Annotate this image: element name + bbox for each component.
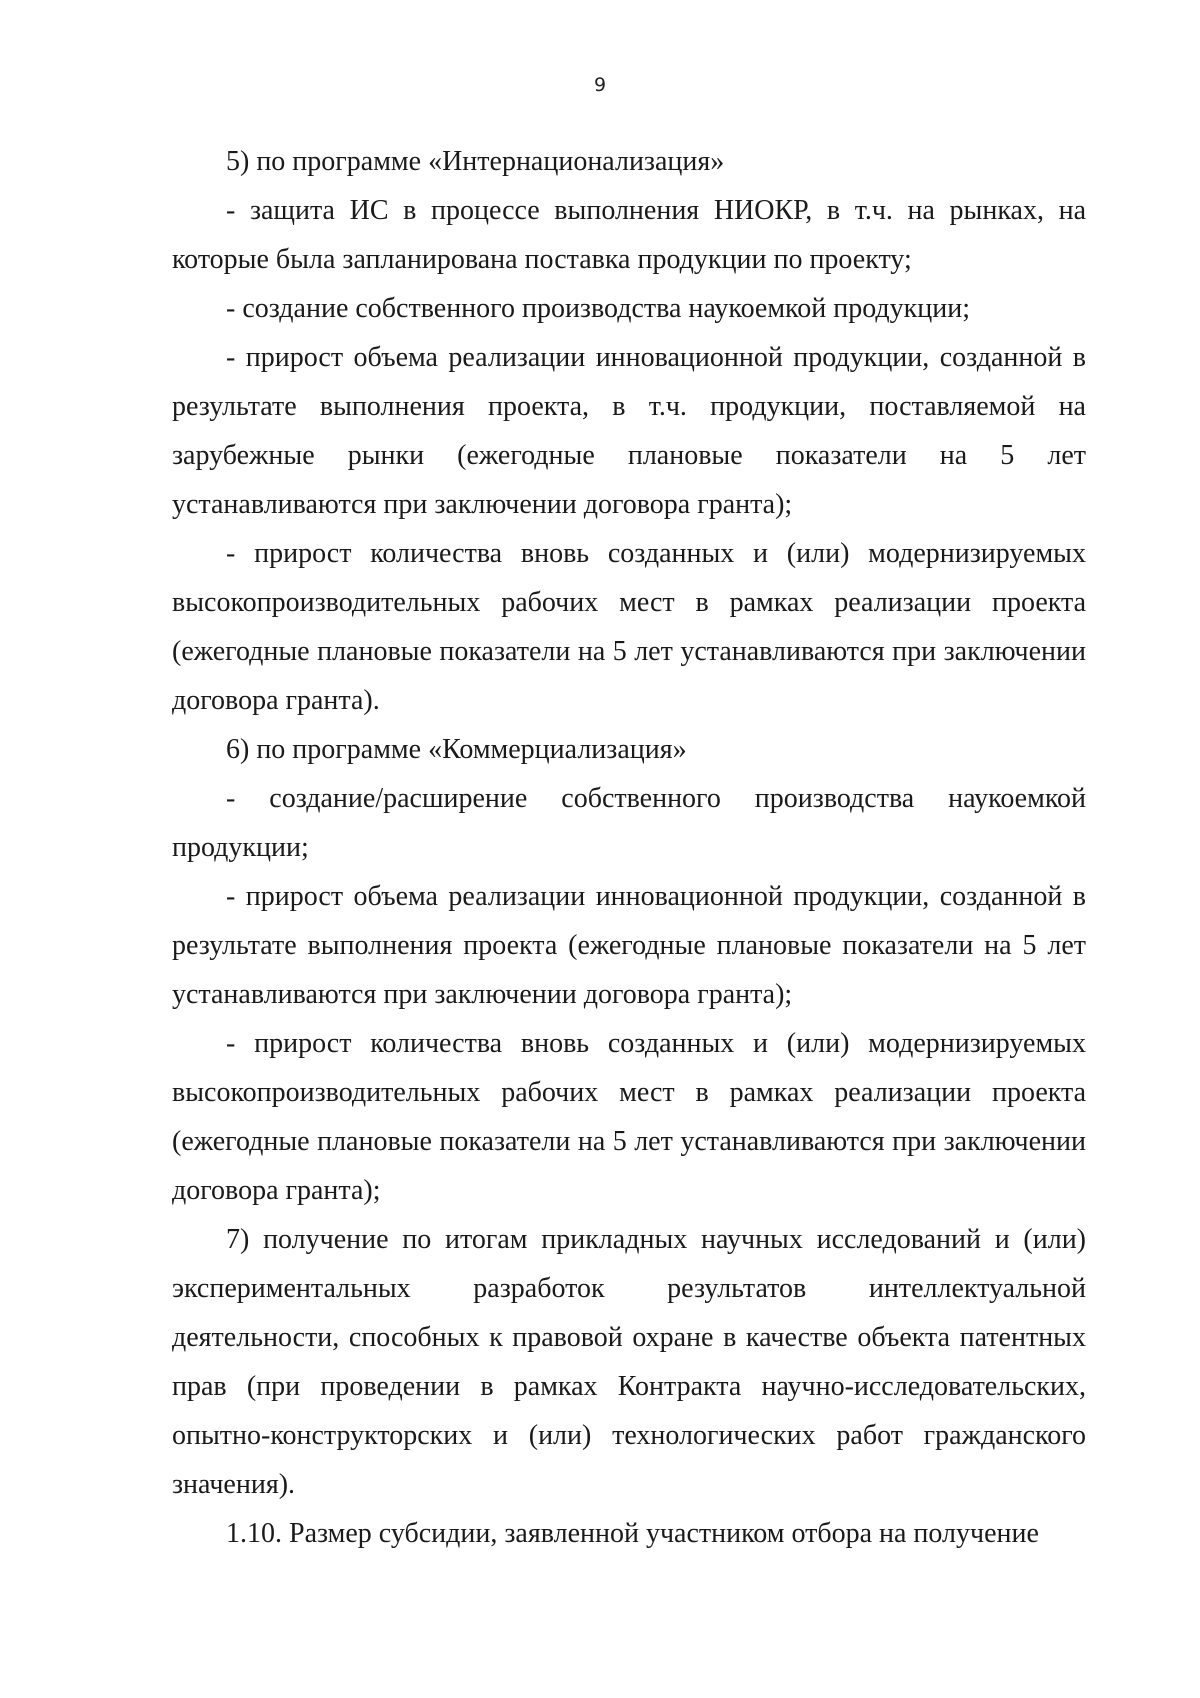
paragraph-ip-results: 7) получение по итогам прикладных научных исследований и (или) экспериментальных разработок результатов интеллектуальной деятельности, способных к правовой охране в качестве объекта патентных прав (при проведении в рамках Контракта научно-исследовательских, опытно-конструкторских и (или) технологических работ гражданского значения).: [172, 1224, 1086, 1500]
paragraph-subsidy-size: 1.10. Размер субсидии, заявленной участником отбора на получение: [226, 1518, 1039, 1549]
paragraph-sales-growth-commercialization: - прирост объема реализации инновационной продукции, созданной в результате выполнения проекта (ежегодные плановые показатели на 5 лет устанавливаются при заключении договора гранта);: [172, 881, 1086, 1010]
paragraph-jobs-growth-commercialization: - прирост количества вновь созданных и (или) модернизируемых высокопроизводительных рабочих мест в рамках реализации проекта (ежегодные плановые показатели на 5 лет устанавливаются при заключении договора гранта);: [172, 1028, 1086, 1206]
paragraph-ip-protection: - защита ИС в процессе выполнения НИОКР, в т.ч. на рынках, на которые была запланирована поставка продукции по проекту;: [172, 195, 1086, 275]
document-body: [172, 137, 1086, 1558]
page-number: 9: [593, 74, 607, 96]
paragraph-production-expansion: - создание/расширение собственного производства наукоемкой продукции;: [172, 783, 1086, 863]
paragraph-own-production: - создание собственного производства наукоемкой продукции;: [226, 293, 970, 324]
paragraph-internationalization-heading: 5) по программе «Интернационализация»: [226, 146, 725, 177]
paragraph-jobs-growth-international: - прирост количества вновь созданных и (или) модернизируемых высокопроизводительных рабочих мест в рамках реализации проекта (ежегодные плановые показатели на 5 лет устанавливаются при заключении договора гранта).: [172, 538, 1086, 716]
paragraph-commercialization-heading: 6) по программе «Коммерциализация»: [226, 734, 687, 765]
paragraph-sales-growth-international: - прирост объема реализации инновационной продукции, созданной в результате выполнения проекта, в т.ч. продукции, поставляемой на зарубежные рынки (ежегодные плановые показатели на 5 лет устанавливаются при заключении договора гранта);: [172, 342, 1086, 520]
